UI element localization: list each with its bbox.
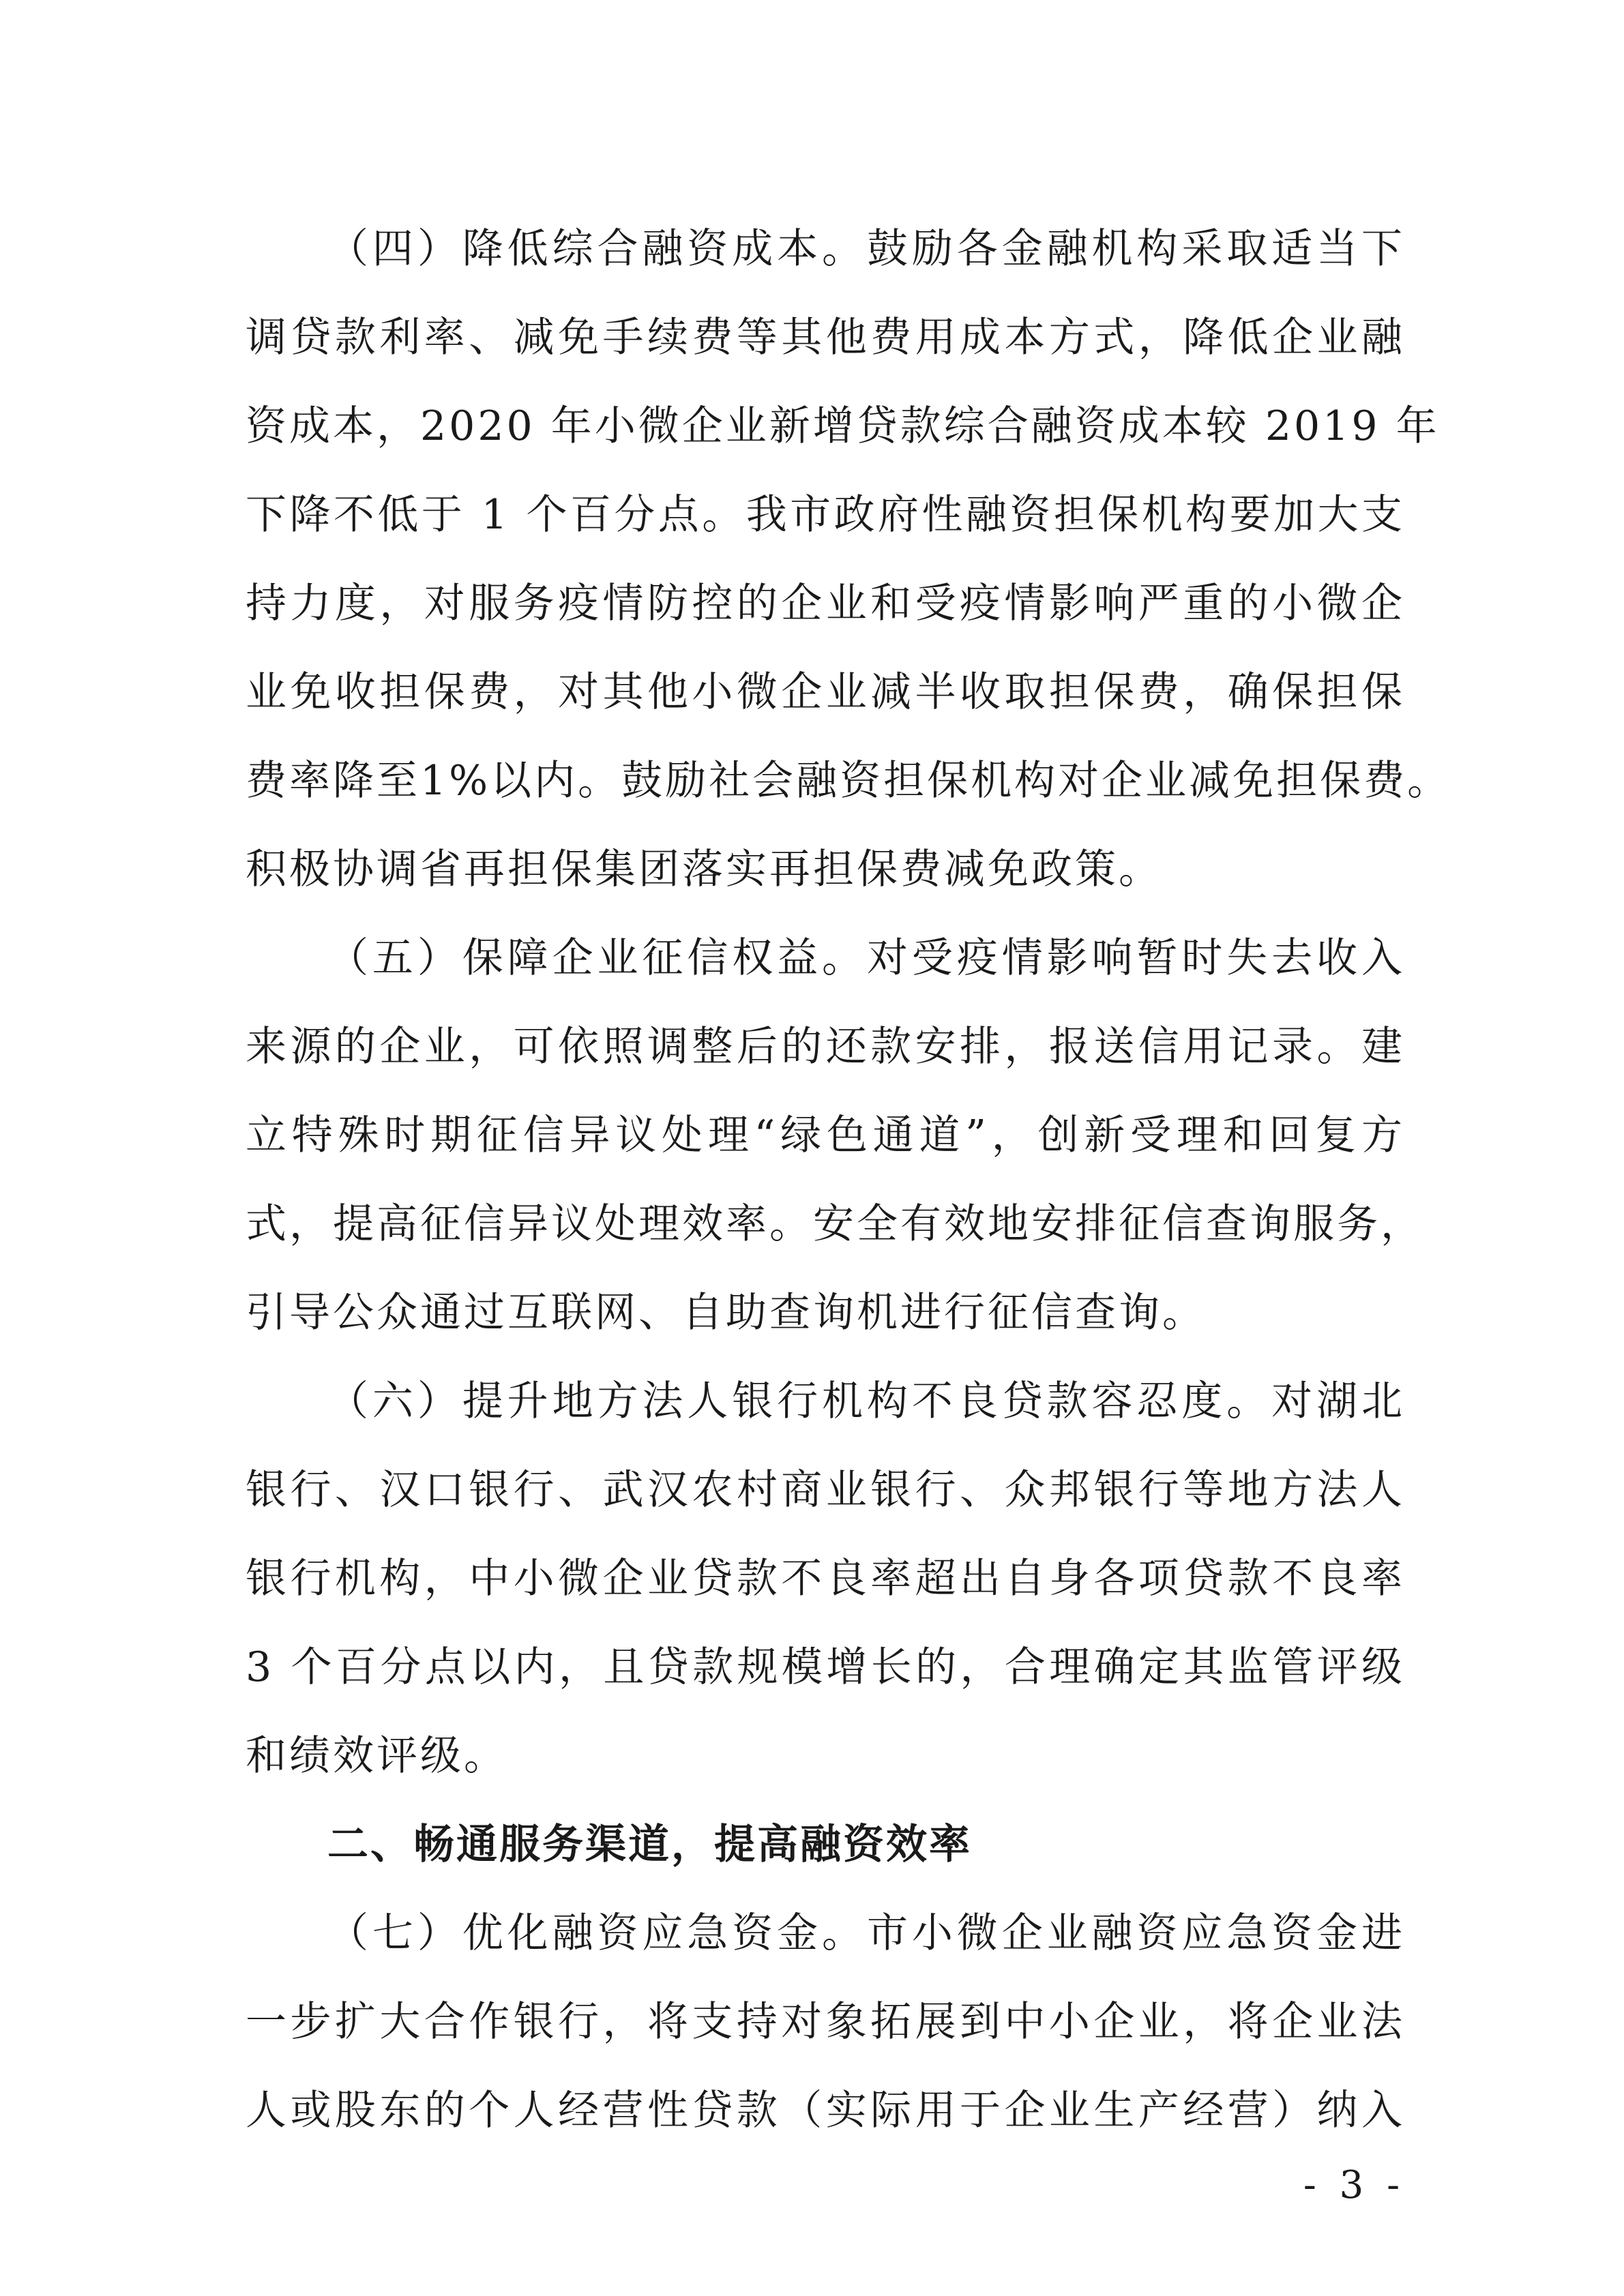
paragraph-7-line-2: 一步扩大合作银行，将支持对象拓展到中小企业，将企业法 <box>246 1998 1405 2046</box>
paragraph-4-line-4: 下降不低于 1 个百分点。我市政府性融资担保机构要加大支 <box>246 491 1405 539</box>
paragraph-4-line-2: 调贷款利率、减免手续费等其他费用成本方式，降低企业融 <box>246 314 1405 361</box>
paragraph-4-line-8: 积极协调省再担保集团落实再担保费减免政策。 <box>246 846 1162 893</box>
paragraph-6-line-4: 3 个百分点以内，且贷款规模增长的，合理确定其监管评级 <box>246 1643 1405 1691</box>
paragraph-5-line-5: 引导公众通过互联网、自助查询机进行征信查询。 <box>246 1289 1206 1337</box>
paragraph-4-line-5: 持力度，对服务疫情防控的企业和受疫情影响严重的小微企 <box>246 580 1405 627</box>
paragraph-5-line-4: 式，提高征信异议处理效率。安全有效地安排征信查询服务， <box>246 1200 1424 1248</box>
paragraph-5-line-3: 立特殊时期征信异议处理“绿色通道”，创新受理和回复方 <box>246 1112 1405 1159</box>
paragraph-7-line-1: （七）优化融资应急资金。市小微企业融资应急资金进 <box>327 1909 1405 1957</box>
paragraph-7-line-3: 人或股东的个人经营性贷款（实际用于企业生产经营）纳入 <box>246 2087 1405 2134</box>
paragraph-4-line-6: 业免收担保费，对其他小微企业减半收取担保费，确保担保 <box>246 668 1405 716</box>
paragraph-4-line-7: 费率降至1%以内。鼓励社会融资担保机构对企业减免担保费。 <box>246 757 1451 805</box>
paragraph-6-line-1: （六）提升地方法人银行机构不良贷款容忍度。对湖北 <box>327 1377 1405 1425</box>
paragraph-5-line-2: 来源的企业，可依照调整后的还款安排，报送信用记录。建 <box>246 1023 1405 1071</box>
paragraph-5-line-1: （五）保障企业征信权益。对受疫情影响暂时失去收入 <box>327 934 1405 982</box>
paragraph-6-line-2: 银行、汉口银行、武汉农村商业银行、众邦银行等地方法人 <box>246 1466 1405 1514</box>
paragraph-4-line-1: （四）降低综合融资成本。鼓励各金融机构采取适当下 <box>327 225 1405 273</box>
paragraph-6-line-5: 和绩效评级。 <box>246 1732 507 1780</box>
paragraph-6-line-3: 银行机构，中小微企业贷款不良率超出自身各项贷款不良率 <box>246 1555 1405 1602</box>
paragraph-4-line-3: 资成本，2020 年小微企业新增贷款综合融资成本较 2019 年 <box>246 402 1440 450</box>
page-number: - 3 - <box>1303 2163 1405 2207</box>
section-heading: 二、畅通服务渠道，提高融资效率 <box>327 1821 972 1868</box>
